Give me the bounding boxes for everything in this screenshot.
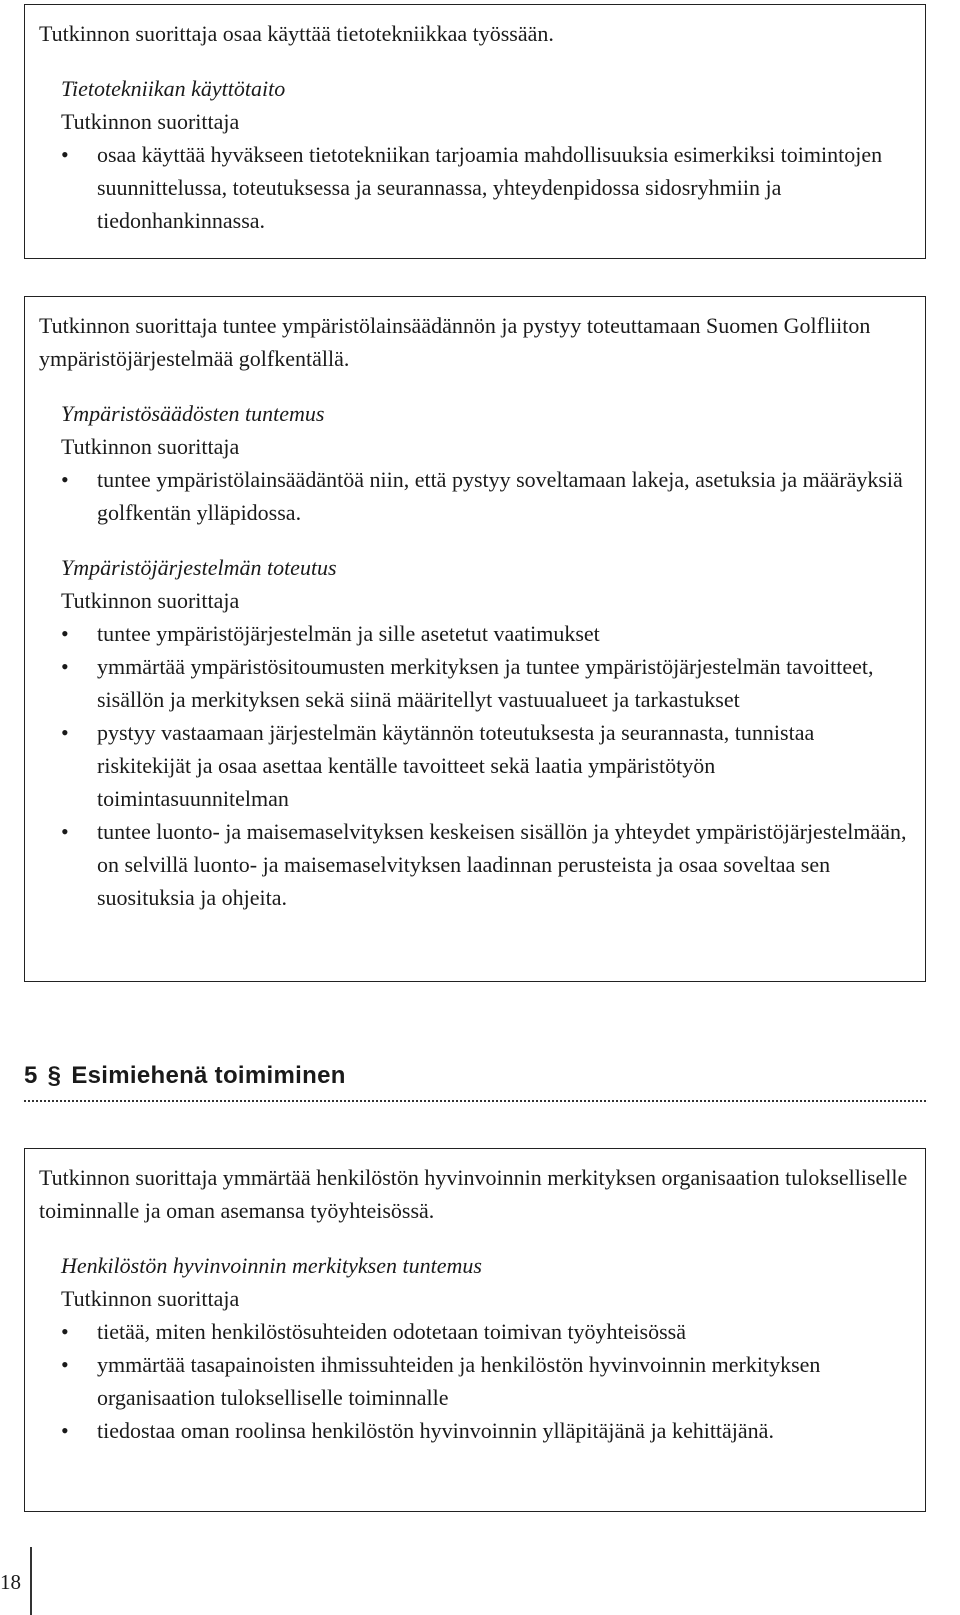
- chapter-heading: [24, 1062, 926, 1102]
- chapter-number: 5: [24, 1062, 38, 1089]
- list-item: • ymmärtää tasapainoisten ihmissuhteiden ja henkilöstön hyvinvoinnin merkityksen organisaation tulokselliselle toiminnalle: [61, 1348, 911, 1414]
- box-intro: Tutkinnon suorittaja osaa käyttää tietotekniikkaa työssään.: [39, 21, 554, 46]
- list-item: • osaa käyttää hyväkseen tietotekniikan tarjoamia mahdollisuuksia esimerkiksi toimintojen suunnittelussa, toteutuksessa ja seurannassa, yhteydenpidossa sidosryhmiin ja tiedonhankinnassa.: [61, 138, 911, 237]
- section-subject: Tutkinnon suorittaja: [61, 588, 240, 613]
- section-subject: Tutkinnon suorittaja: [61, 434, 240, 459]
- competence-section: [39, 397, 911, 529]
- page-margin-rule: [30, 1547, 32, 1615]
- bullet-list: [61, 463, 911, 529]
- box-intro: Tutkinnon suorittaja tuntee ympäristölainsäädännön ja pystyy toteuttamaan Suomen Golfliiton ympäristöjärjestelmää golfkentällä.: [39, 313, 871, 371]
- list-item: • tietää, miten henkilöstösuhteiden odotetaan toimivan työyhteisössä: [61, 1315, 911, 1348]
- section-heading: Henkilöstön hyvinvoinnin merkityksen tuntemus: [61, 1253, 482, 1278]
- section-heading: Ympäristöjärjestelmän toteutus: [61, 555, 337, 580]
- section-subject: Tutkinnon suorittaja: [61, 1286, 240, 1311]
- section-heading: Ympäristösäädösten tuntemus: [61, 401, 325, 426]
- bullet-list: [61, 617, 911, 914]
- competence-section: [39, 1249, 911, 1447]
- chapter-title: Esimiehenä toimiminen: [71, 1062, 346, 1089]
- list-item: • ymmärtää ympäristösitoumusten merkityksen ja tuntee ympäristöjärjestelmän tavoitteet, sisällön ja merkityksen sekä siinä määritellyt vastuualueet ja tarkastukset: [61, 650, 911, 716]
- section-heading: Tietotekniikan käyttötaito: [61, 76, 286, 101]
- list-item: • tiedostaa oman roolinsa henkilöstön hyvinvoinnin ylläpitäjänä ja kehittäjänä.: [61, 1414, 911, 1447]
- list-item: • tuntee luonto- ja maisemaselvityksen keskeisen sisällön ja yhteydet ympäristöjärjestelmään, on selvillä luonto- ja maisemaselvityksen laadinnan perusteista ja osaa soveltaa sen suosituksia ja ohjeita.: [61, 815, 911, 914]
- competence-section: [39, 551, 911, 914]
- section-subject: Tutkinnon suorittaja: [61, 109, 240, 134]
- page-number: 18: [0, 1570, 21, 1594]
- competence-section: [39, 72, 911, 237]
- bullet-list: [61, 138, 911, 237]
- competence-box-environment: [24, 296, 926, 982]
- list-item: • pystyy vastaamaan järjestelmän käytännön toteutuksesta ja seurannasta, tunnistaa riskitekijät ja osaa asettaa kentälle tavoitteet sekä laatia ympäristötyön toimintasuunnitelman: [61, 716, 911, 815]
- box-intro: Tutkinnon suorittaja ymmärtää henkilöstön hyvinvoinnin merkityksen organisaation tulokselliselle toiminnalle ja oman asemansa työyhteisössä.: [39, 1165, 908, 1223]
- section-symbol: §: [47, 1062, 62, 1089]
- competence-box-supervisor: [24, 1148, 926, 1512]
- competence-box-it: [24, 4, 926, 259]
- list-item: • tuntee ympäristölainsäädäntöä niin, että pystyy soveltamaan lakeja, asetuksia ja määräyksiä golfkentän ylläpidossa.: [61, 463, 911, 529]
- list-item: • tuntee ympäristöjärjestelmän ja sille asetetut vaatimukset: [61, 617, 911, 650]
- bullet-list: [61, 1315, 911, 1447]
